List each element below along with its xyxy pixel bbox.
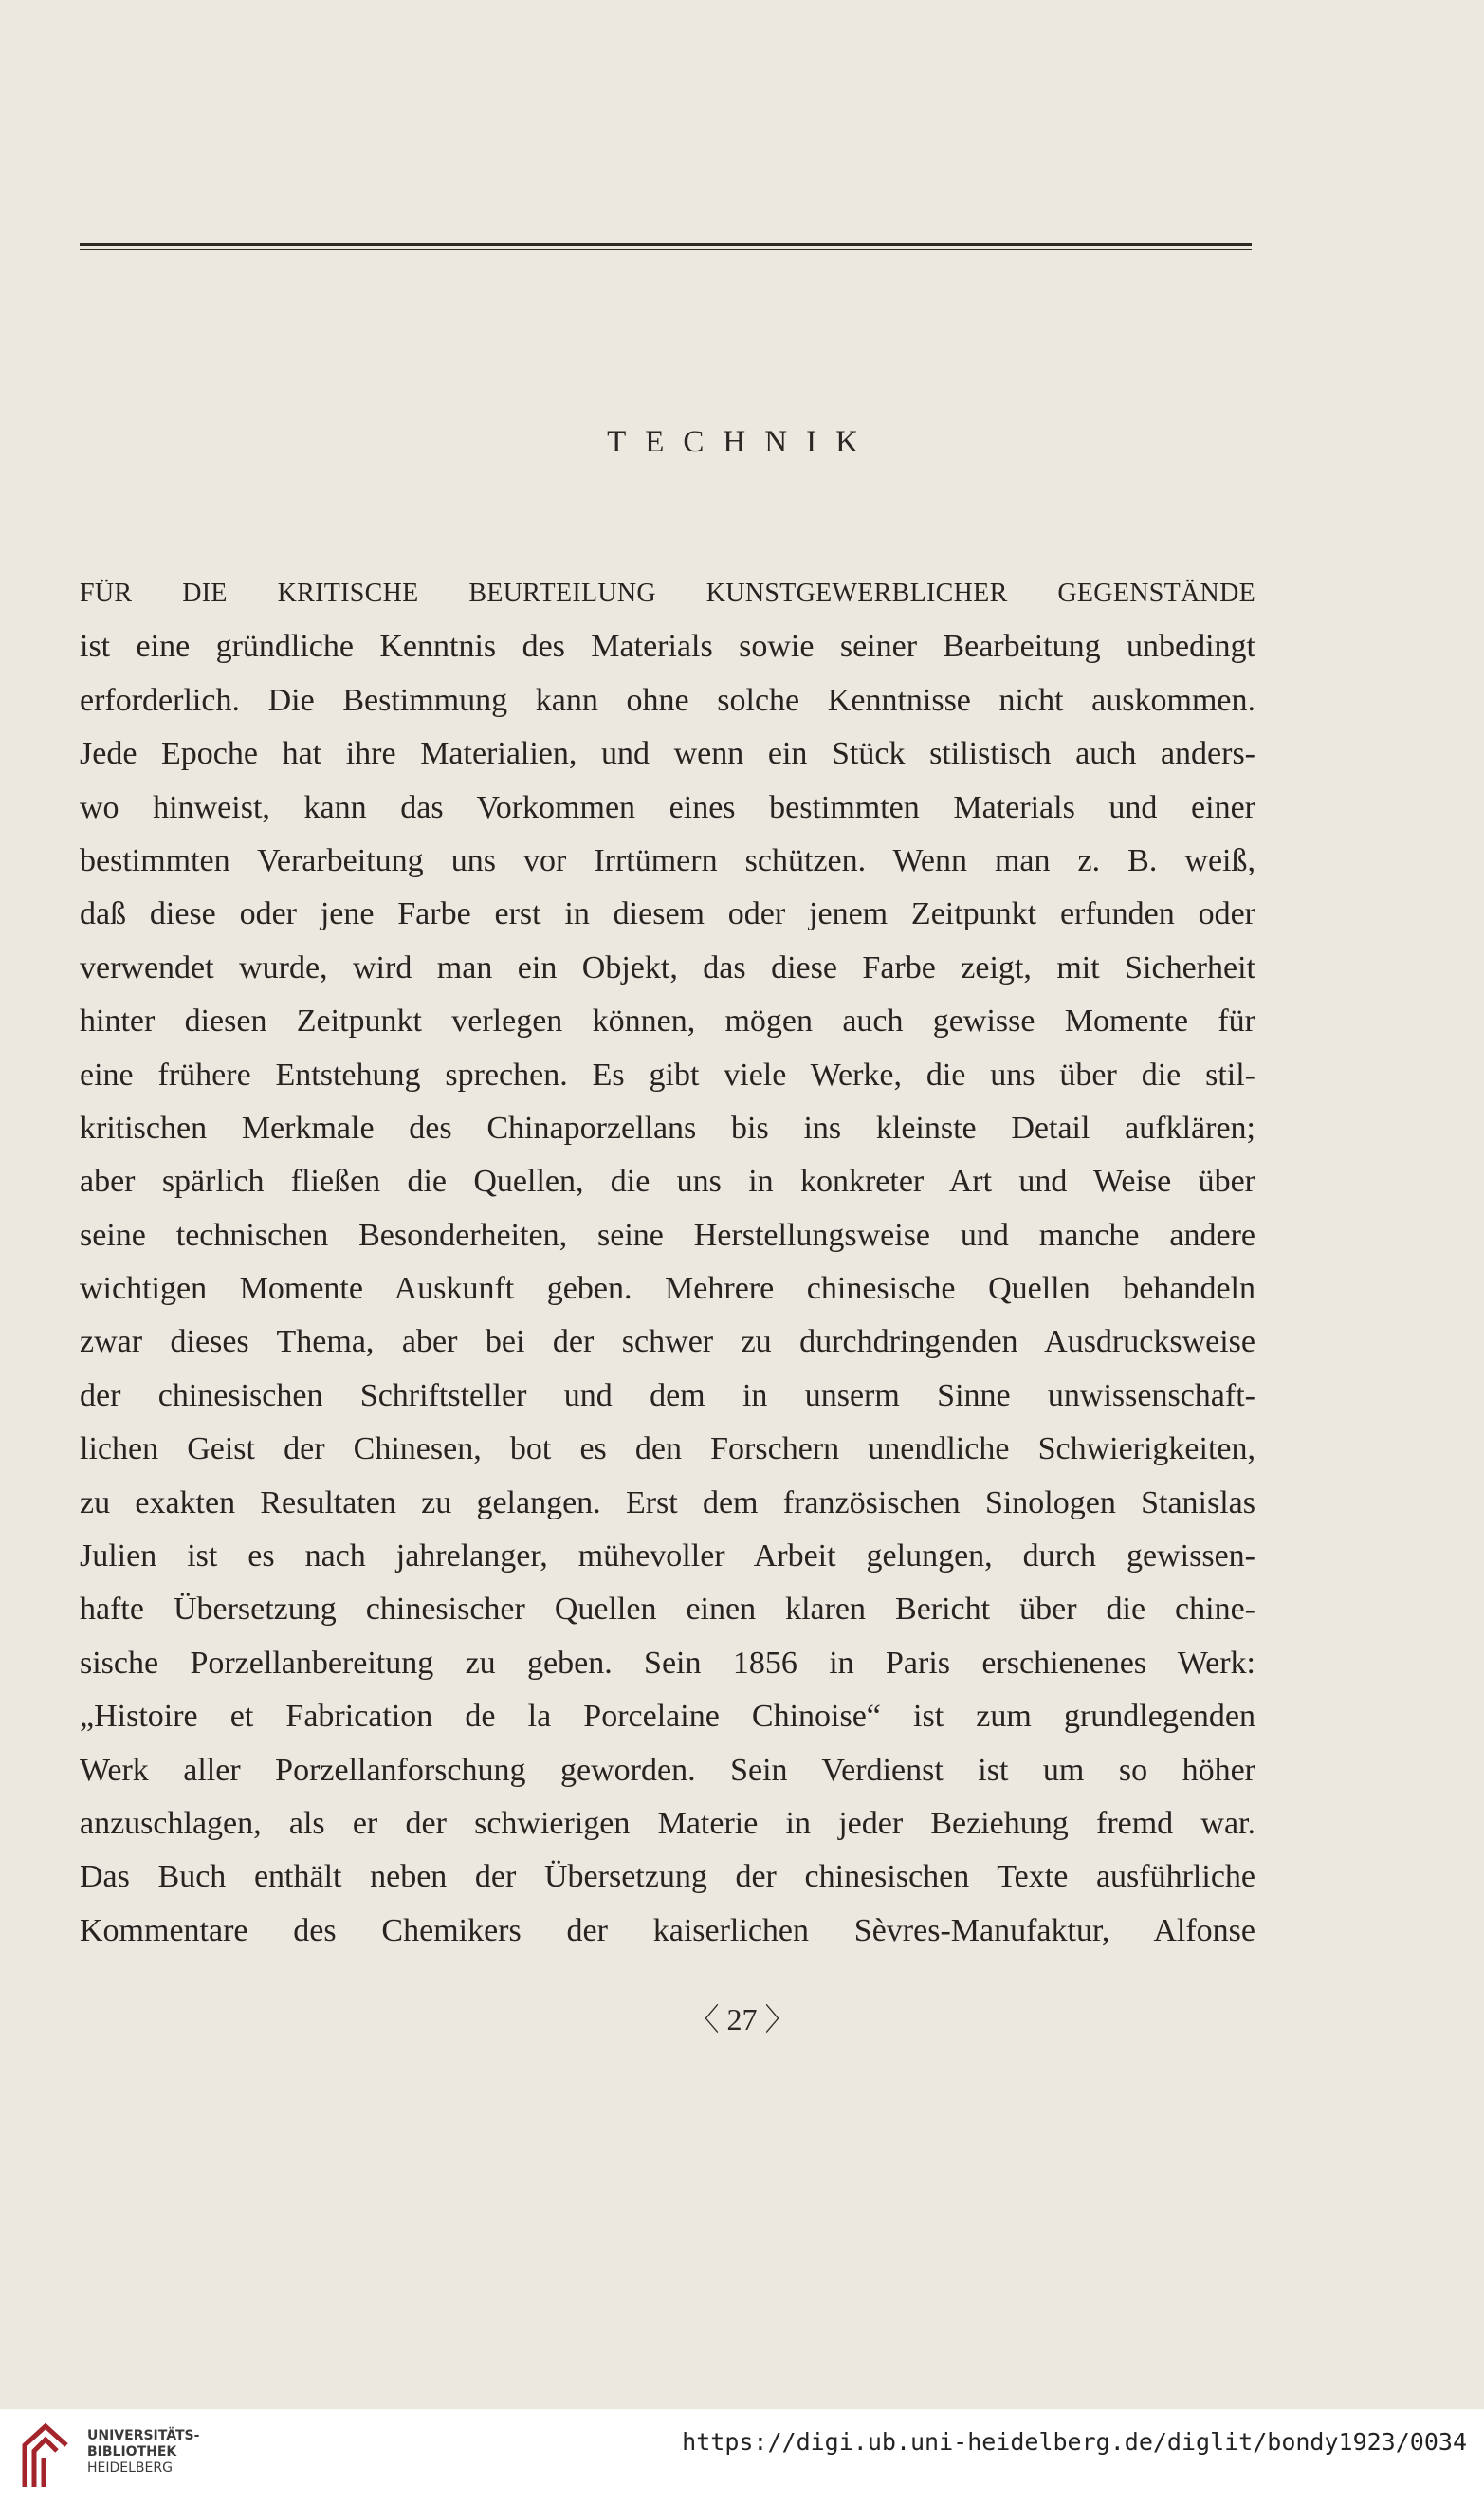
text-line: zu exakten Resultaten zu gelangen. Erst dem französischen Sinologen Stanislas (80, 1484, 1255, 1520)
university-library-logo-icon (17, 2417, 74, 2493)
text-line: kritischen Merkmale des Chinaporzellans bis ins kleinste Detail aufklären; (80, 1110, 1255, 1146)
text-line: sische Porzellanbereitung zu geben. Sein 1856 in Paris erschienenes Werk: (80, 1645, 1255, 1681)
chapter-heading: TECHNIK (607, 425, 877, 459)
text-line: FÜR DIE KRITISCHE BEURTEILUNG KUNSTGEWERBLICHER GEGENSTÄNDE (80, 579, 1255, 608)
footer-bar (0, 2409, 1484, 2504)
text-line: seine technischen Besonderheiten, seine Herstellungsweise und manche andere (80, 1217, 1255, 1253)
text-line: wichtigen Momente Auskunft geben. Mehrere chinesische Quellen behandeln (80, 1271, 1255, 1307)
text-line: Werk aller Porzellanforschung geworden. Sein Verdienst ist um so höher (80, 1752, 1255, 1788)
text-line: hinter diesen Zeitpunkt verlegen können, mögen auch gewisse Momente für (80, 1003, 1255, 1040)
library-name-line1: UNIVERSITÄTS- (87, 2428, 200, 2443)
text-line: bestimmten Verarbeitung uns vor Irrtümern schützen. Wenn man z. B. weiß, (80, 842, 1255, 878)
top-double-rule-thin (80, 249, 1252, 250)
text-line: Julien ist es nach jahrelanger, mühevoller Arbeit gelungen, durch gewissen- (80, 1538, 1255, 1574)
text-line: „Histoire et Fabrication de la Porcelaine Chinoise“ ist zum grundlegenden (80, 1699, 1255, 1735)
library-name (87, 2428, 199, 2476)
text-line: eine frühere Entstehung sprechen. Es gibt viele Werke, die uns über die stil- (80, 1057, 1255, 1093)
library-name-line3: HEIDELBERG (87, 2460, 173, 2476)
page-number: 〈 27 〉 (688, 2002, 796, 2036)
body-paragraph (80, 567, 1255, 1958)
top-double-rule (80, 243, 1252, 246)
text-line: ist eine gründliche Kenntnis des Materials sowie seiner Bearbeitung unbedingt (80, 629, 1255, 665)
text-line: Kommentare des Chemikers der kaiserlichen Sèvres-Manufaktur, Alfonse (80, 1912, 1255, 1948)
text-line: hafte Übersetzung chinesischer Quellen einen klaren Bericht über die chine- (80, 1592, 1255, 1628)
text-line: lichen Geist der Chinesen, bot es den Forschern unendliche Schwierigkeiten, (80, 1431, 1255, 1467)
text-line: anzuschlagen, als er der schwierigen Materie in jeder Beziehung fremd war. (80, 1805, 1255, 1841)
text-line: wo hinweist, kann das Vorkommen eines bestimmten Materials und einer (80, 789, 1255, 825)
text-line: zwar dieses Thema, aber bei der schwer zu durchdringenden Ausdrucksweise (80, 1324, 1255, 1360)
text-line: verwendet wurde, wird man ein Objekt, das diese Farbe zeigt, mit Sicherheit (80, 949, 1255, 985)
text-line: Jede Epoche hat ihre Materialien, und wenn ein Stück stilistisch auch anders- (80, 736, 1255, 772)
text-line: daß diese oder jene Farbe erst in diesem oder jenem Zeitpunkt erfunden oder (80, 896, 1255, 932)
source-url-link[interactable]: https://digi.ub.uni-heidelberg.de/diglit/bondy1923/0034 (682, 2428, 1467, 2456)
text-line: der chinesischen Schriftsteller und dem in unserm Sinne unwissenschaft- (80, 1377, 1255, 1413)
text-line: aber spärlich fließen die Quellen, die uns in konkreter Art und Weise über (80, 1164, 1255, 1200)
text-line: Das Buch enthält neben der Übersetzung der chinesischen Texte ausführliche (80, 1859, 1255, 1895)
text-line: erforderlich. Die Bestimmung kann ohne solche Kenntnisse nicht auskommen. (80, 682, 1255, 718)
library-name-line2: BIBLIOTHEK (87, 2444, 177, 2459)
